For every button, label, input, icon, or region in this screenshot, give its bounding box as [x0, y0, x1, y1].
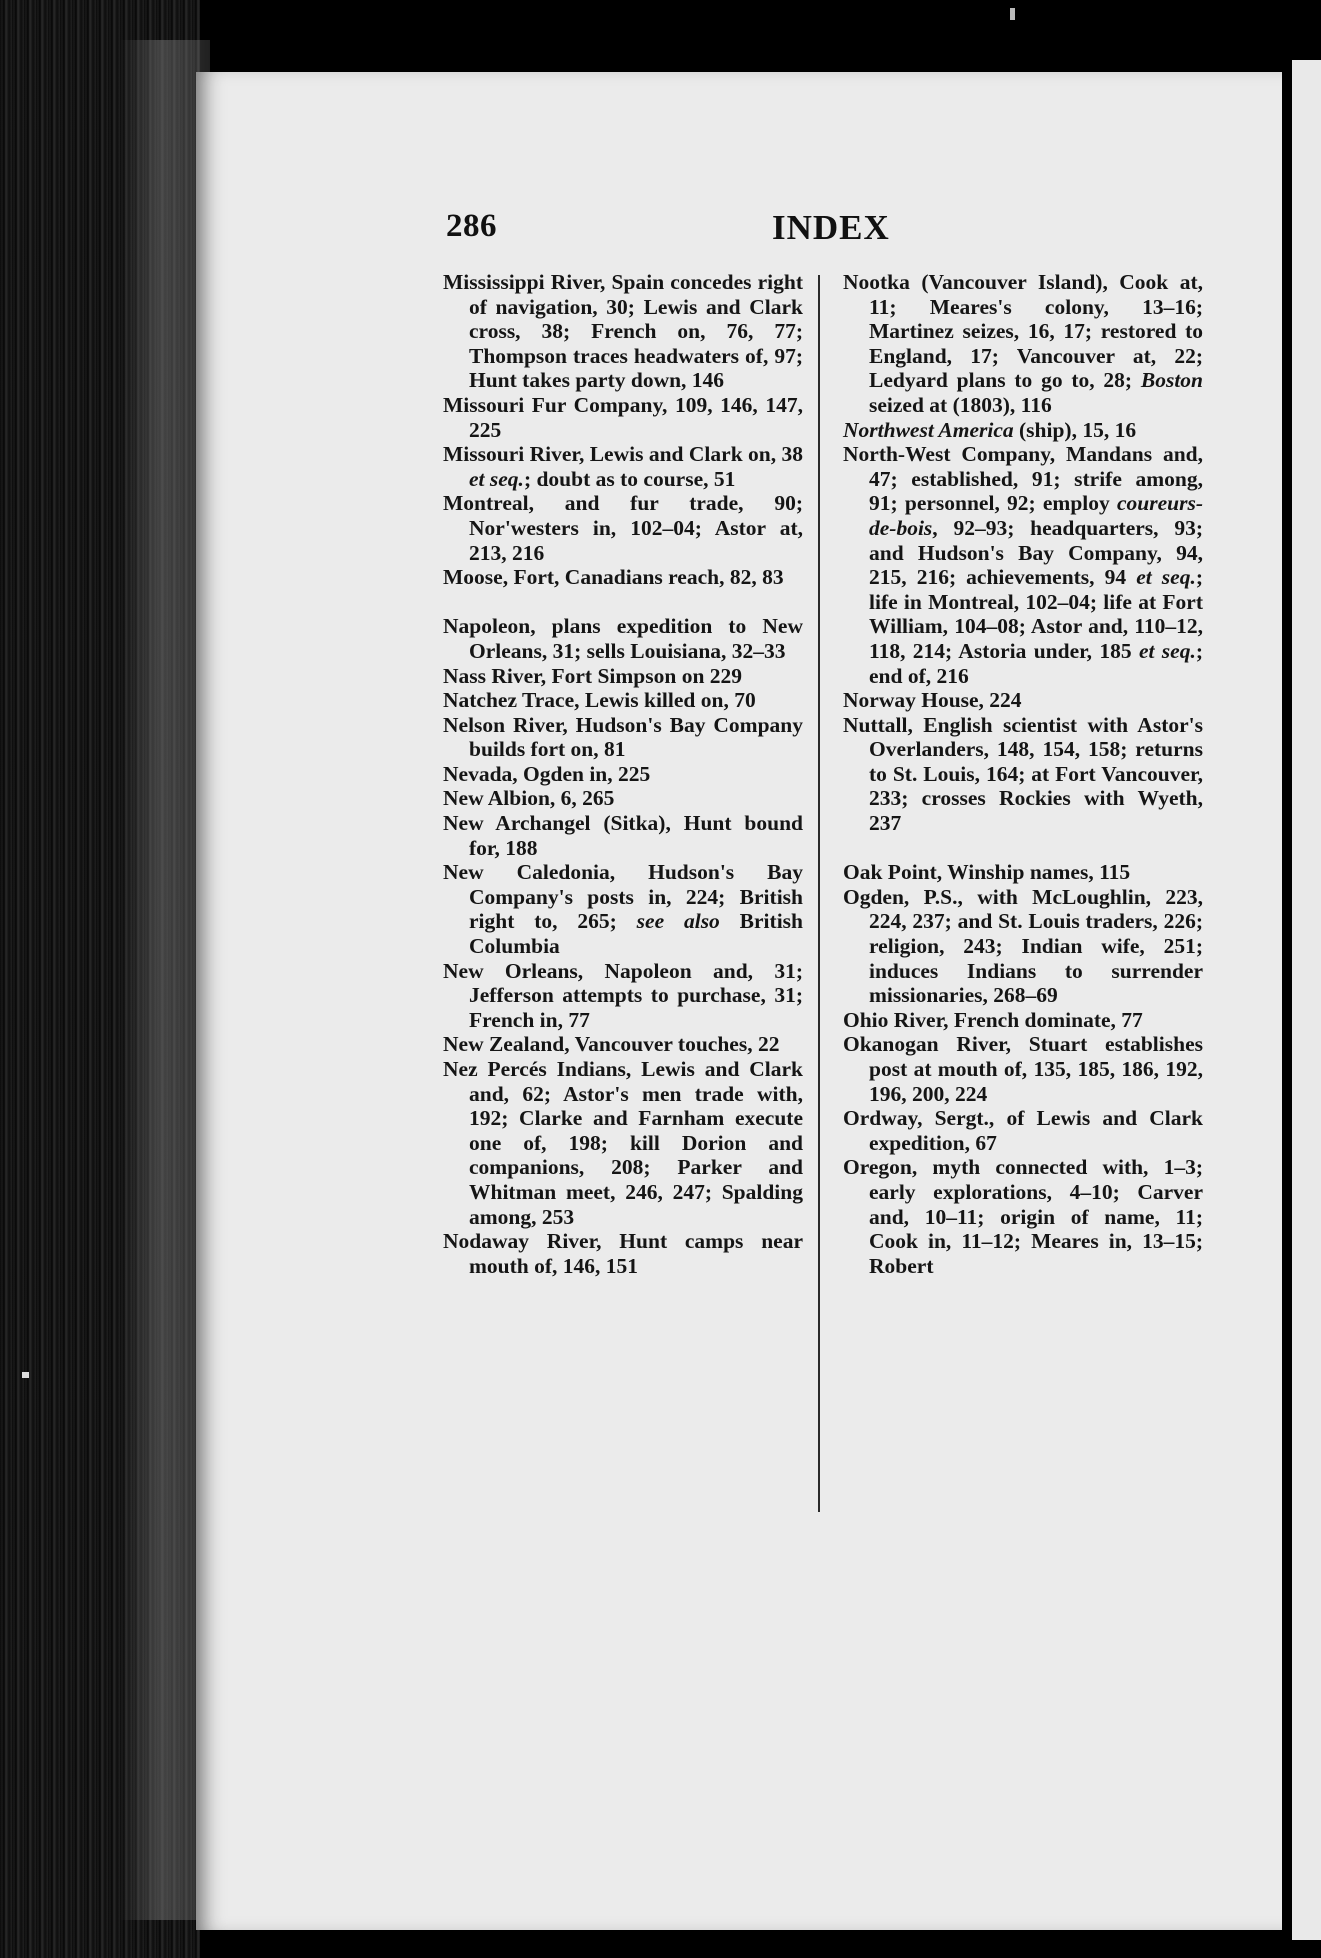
column-divider: [818, 275, 820, 1512]
index-entry: New Orleans, Napoleon and, 31; Jefferson attempts to purchase, 31; French in, 77: [443, 958, 803, 1032]
index-column-left: [443, 270, 803, 1278]
index-entry: Northwest America (ship), 15, 16: [843, 417, 1137, 442]
scan-speck: [1010, 8, 1015, 20]
index-entry: New Albion, 6, 265: [443, 786, 615, 811]
index-entry: Nevada, Ogden in, 225: [443, 761, 651, 786]
index-column-right: [843, 270, 1203, 1278]
index-entry: Nelson River, Hudson's Bay Company builds fort on, 81: [443, 712, 803, 762]
index-entry: Nootka (Vancouver Island), Cook at, 11; Meares's colony, 13–16; Martinez seizes, 16, 17; restored to England, 17; Vancouver at, 22; Ledyard plans to go to, 28; Boston seized at (1803), 116: [843, 270, 1203, 417]
page-number: 286: [446, 208, 497, 244]
index-entry: Okanogan River, Stuart establishes post at mouth of, 135, 185, 186, 192, 196, 200, 224: [843, 1032, 1203, 1106]
index-entry: New Archangel (Sitka), Hunt bound for, 188: [443, 811, 803, 860]
index-entry: Oak Point, Winship names, 115: [843, 860, 1131, 885]
index-entry: Missouri Fur Company, 109, 146, 147, 225: [443, 392, 803, 442]
index-entry: Nuttall, English scientist with Astor's Overlanders, 148, 154, 158; returns to St. Louis, 164; at Fort Vancouver, 233; crosses Rockies with Wyeth, 237: [843, 712, 1203, 836]
index-entry: Mississippi River, Spain concedes right of navigation, 30; Lewis and Clark cross, 38; French on, 76, 77; Thompson traces headwaters of, 97; Hunt takes party down, 146: [443, 270, 803, 393]
index-entry: Napoleon, plans expedition to New Orleans, 31; sells Louisiana, 32–33: [443, 614, 803, 663]
index-entry: Nez Percés Indians, Lewis and Clark and, 62; Astor's men trade with, 192; Clarke and Farnham execute one of, 198; kill Dorion and companions, 208; Parker and Whitman meet, 246, 247; Spalding among, 253: [443, 1057, 803, 1229]
index-entry: Nass River, Fort Simpson on 229: [443, 663, 743, 688]
index-entry: Oregon, myth connected with, 1–3; early explorations, 4–10; Carver and, 10–11; origin of name, 11; Cook in, 11–12; Meares in, 13–15; Robert: [843, 1155, 1203, 1278]
page-gap: [1282, 60, 1292, 1940]
running-head: INDEX: [772, 208, 890, 247]
index-entry: Norway House, 224: [843, 688, 1022, 713]
index-entry: Montreal, and fur trade, 90; Nor'westers in, 102–04; Astor at, 213, 216: [443, 491, 803, 565]
next-page-edge: [1292, 60, 1321, 1940]
scan-speck: [22, 1372, 29, 1378]
index-entry: Ordway, Sergt., of Lewis and Clark expedition, 67: [843, 1106, 1203, 1155]
index-entry: New Caledonia, Hudson's Bay Company's posts in, 224; British right to, 265; see also British Columbia: [443, 860, 803, 959]
index-entry: Natchez Trace, Lewis killed on, 70: [443, 688, 756, 713]
index-entry: North-West Company, Mandans and, 47; established, 91; strife among, 91; personnel, 92; employ coureurs-de-bois, 92–93; headquarters, 93; and Hudson's Bay Company, 94, 215, 216; achievements, 94 et seq.; life in Montreal, 102–04; life at Fort William, 104–08; Astor and, 110–12, 118, 214; Astoria under, 185 et seq.; end of, 216: [843, 442, 1203, 688]
index-entry: Nodaway River, Hunt camps near mouth of, 146, 151: [443, 1229, 803, 1278]
index-entry: Moose, Fort, Canadians reach, 82, 83: [443, 565, 784, 590]
index-entry: New Zealand, Vancouver touches, 22: [443, 1032, 780, 1057]
index-entry: Missouri River, Lewis and Clark on, 38 et seq.; doubt as to course, 51: [443, 442, 803, 491]
index-entry: Ogden, P.S., with McLoughlin, 223, 224, 237; and St. Louis traders, 226; religion, 243; Indian wife, 251; induces Indians to surrender missionaries, 268–69: [843, 884, 1203, 1008]
page-header: [446, 208, 890, 258]
index-entry: Ohio River, French dominate, 77: [843, 1007, 1143, 1032]
